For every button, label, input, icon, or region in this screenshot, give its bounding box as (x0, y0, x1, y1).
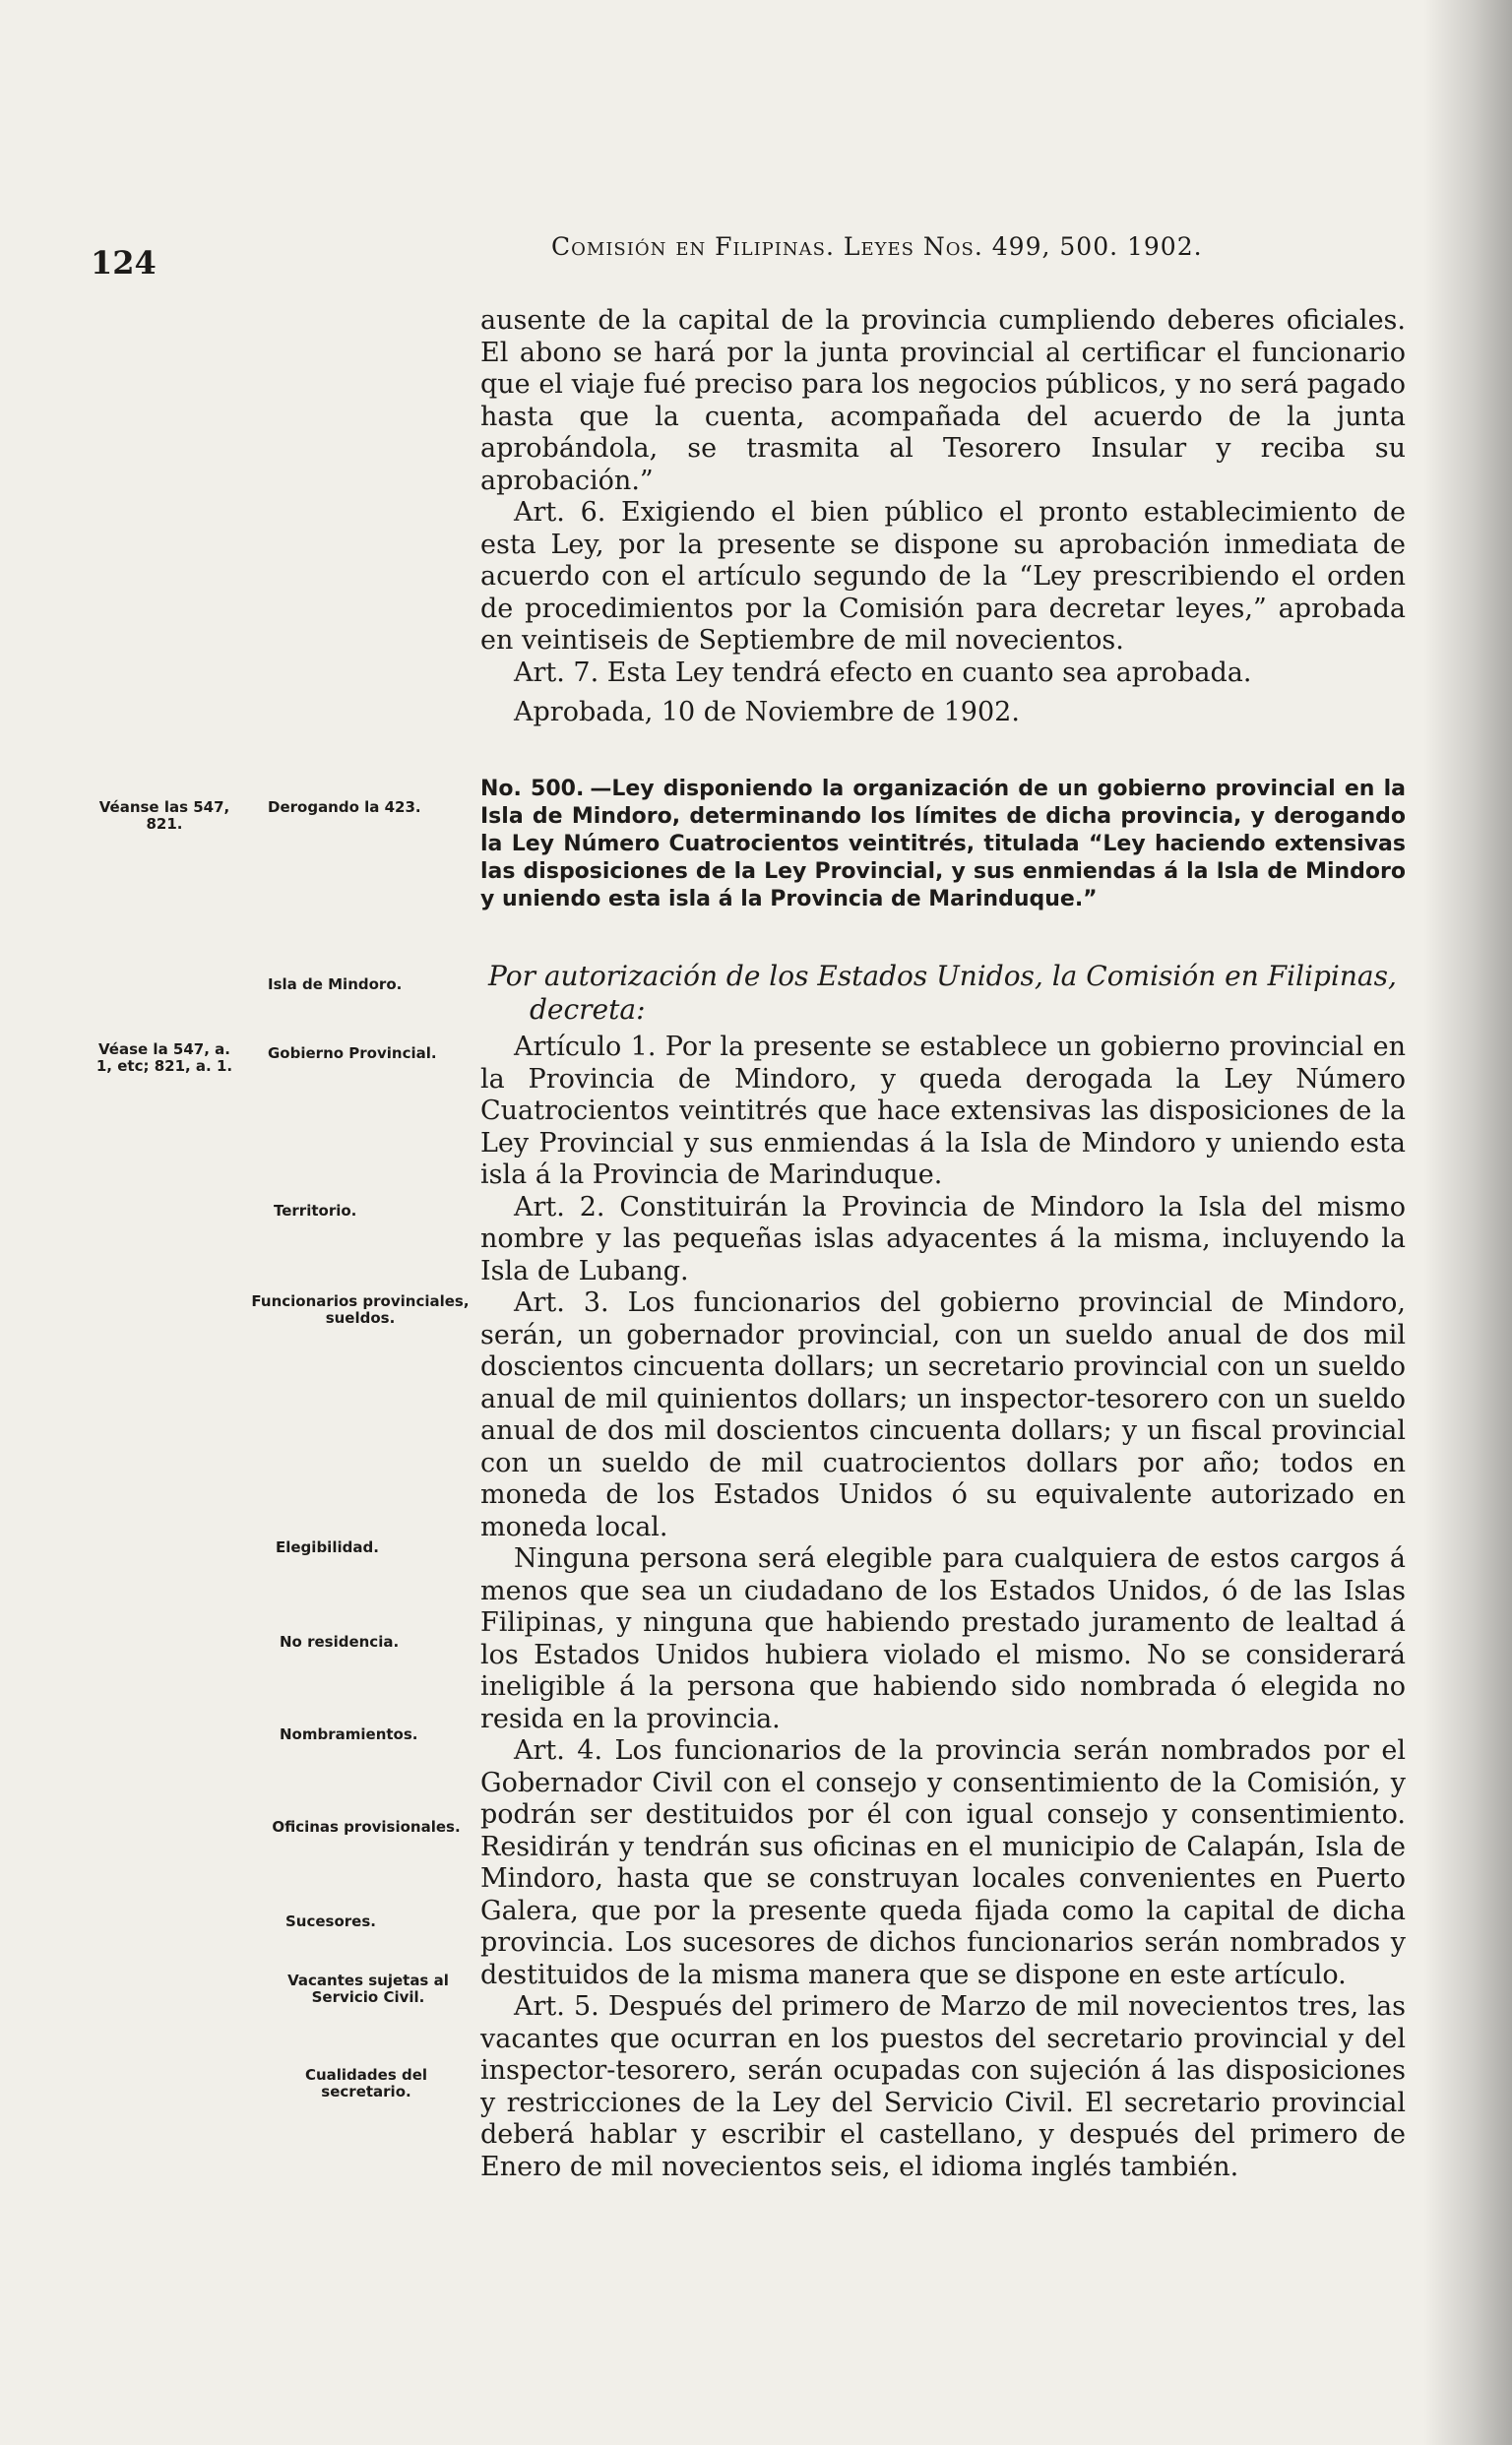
margin-note-territorio: Territorio. (274, 1202, 357, 1220)
margin-note-isla-mindoro: Isla de Mindoro. (268, 975, 403, 993)
margin-note-vacantes: Vacantes sujetas al Servicio Civil. (287, 1972, 449, 2006)
paragraph-art7: Art. 7. Esta Ley tendrá efecto en cuanto sea aprobada. (514, 657, 1252, 688)
page-edge-shadow (1423, 0, 1512, 2445)
margin-note-derogando: Derogando la 423. (268, 798, 421, 816)
running-header: Comisión en Filipinas. Leyes Nos. 499, 500. 1902. (551, 232, 1203, 261)
paragraph-art5: Art. 5. Después del primero de Marzo de mil novecientos tres, las vacantes que ocurran en los puestos del secretario provincial y del inspector-tesorero, serán ocupadas con sujeción á las disposiciones y restricciones de la Ley del Servicio Civil. El secretario provincial deberá hablar y escribir el castellano, y después del primero de Enero de mil novecientos seis, el idioma inglés también. (480, 1991, 1406, 2182)
margin-note-veanse: Véanse las 547, 821. (98, 798, 230, 833)
top-text-block (480, 305, 1406, 729)
paragraph-art6: Art. 6. Exigiendo el bien público el pronto establecimiento de esta Ley, por la presente se dispone su aprobación inmediata de acuerdo con el artículo segundo de la “Ley prescribiendo el orden de procedimientos por la Comisión para decretar leyes,” aprobada en veintiseis de Septiembre de mil novecientos. (480, 497, 1406, 656)
law-title-text: —Ley disponiendo la organización de un gobierno provincial en la Isla de Mindoro, determinando los límites de dicha provincia, y derogando la Ley Número Cuatrocientos veintitrés, titulada “Ley haciendo extensivas las disposiciones de la Ley Provincial, y sus enmiendas á la Isla de Mindoro y uniendo esta isla á la Provincia de Marinduque.” (480, 777, 1406, 911)
margin-note-elegibilidad: Elegibilidad. (276, 1538, 379, 1556)
margin-note-funcionarios: Funcionarios provinciales, sueldos. (251, 1292, 470, 1327)
margin-note-sucesores: Sucesores. (285, 1912, 376, 1930)
margin-note-vease: Véase la 547, a. 1, etc; 821, a. 1. (95, 1040, 233, 1075)
margin-note-cualidades: Cualidades del secretario. (304, 2066, 428, 2100)
law-title (480, 776, 1406, 913)
paragraph-art1: Artículo 1. Por la presente se establece un gobierno provincial en la Provincia de Mindoro, y queda derogada la Ley Número Cuatrocientos veintitrés que hace extensivas las disposiciones de la Ley Provincial y sus enmiendas á la Isla de Mindoro y uniendo esta isla á la Provincia de Marinduque. (480, 1032, 1406, 1190)
preamble-line-2: decreta: (530, 993, 646, 1026)
paragraph-art3: Art. 3. Los funcionarios del gobierno provincial de Mindoro, serán, un gobernador provincial, con un sueldo anual de dos mil doscientos cincuenta dollars; un secretario provincial con un sueldo anual de mil quinientos dollars; un inspector-tesorero con un sueldo anual de dos mil doscientos cincuenta dollars; y un fiscal provincial con un sueldo de mil cuatrocientos dollars por año; todos en moneda de los Estados Unidos ó su equivalente autorizado en moneda local. (480, 1287, 1406, 1542)
approval-date: Aprobada, 10 de Noviembre de 1902. (514, 697, 1020, 727)
paragraph-art5-end: ausente de la capital de la provincia cumpliendo deberes oficiales. El abono se hará por la junta provincial al certificar el funcionario que el viaje fué preciso para los negocios públicos, y no será pagado hasta que la cuenta, acompañada del acuerdo de la junta aprobándola, se trasmita al Tesorero Insular y reciba su aprobación.” (480, 305, 1406, 496)
paragraph-art2: Art. 2. Constituirán la Provincia de Mindoro la Isla del mismo nombre y las pequeñas islas adyacentes á la misma, incluyendo la Isla de Lubang. (480, 1191, 1406, 1286)
preamble-line-1: Por autorización de los Estados Unidos, la Comisión en Filipinas, (488, 960, 1397, 992)
margin-note-oficinas: Oficinas provisionales. (272, 1818, 461, 1836)
margin-note-gobierno: Gobierno Provincial. (268, 1044, 437, 1062)
margin-note-no-residencia: No residencia. (280, 1633, 400, 1651)
margin-note-nombramientos: Nombramientos. (280, 1725, 418, 1743)
paragraph-art4: Art. 4. Los funcionarios de la provincia serán nombrados por el Gobernador Civil con el consejo y consentimiento de la Comisión, y podrán ser destituidos por él con igual consejo y consentimiento. Residirán y tendrán sus oficinas en el municipio de Calapán, Isla de Mindoro, hasta que se construyan locales convenientes en Puerto Galera, que por la presente queda fijada como la capital de dicha provincia. Los sucesores de dichos funcionarios serán nombrados y destituidos de la misma manera que se dispone en este artículo. (480, 1735, 1406, 1990)
page-number: 124 (91, 244, 157, 282)
preamble (488, 960, 1404, 1027)
paragraph-art3-eligibility: Ninguna persona será elegible para cualquiera de estos cargos á menos que sea un ciudadano de los Estados Unidos, ó de las Islas Filipinas, y ninguna que habiendo prestado juramento de lealtad á los Estados Unidos hubiera violado el mismo. No se considerará ineligible á la persona que habiendo sido nombrada ó elegida no resida en la provincia. (480, 1543, 1406, 1734)
main-text-block (480, 1032, 1406, 2183)
law-number: No. 500. (480, 777, 585, 801)
